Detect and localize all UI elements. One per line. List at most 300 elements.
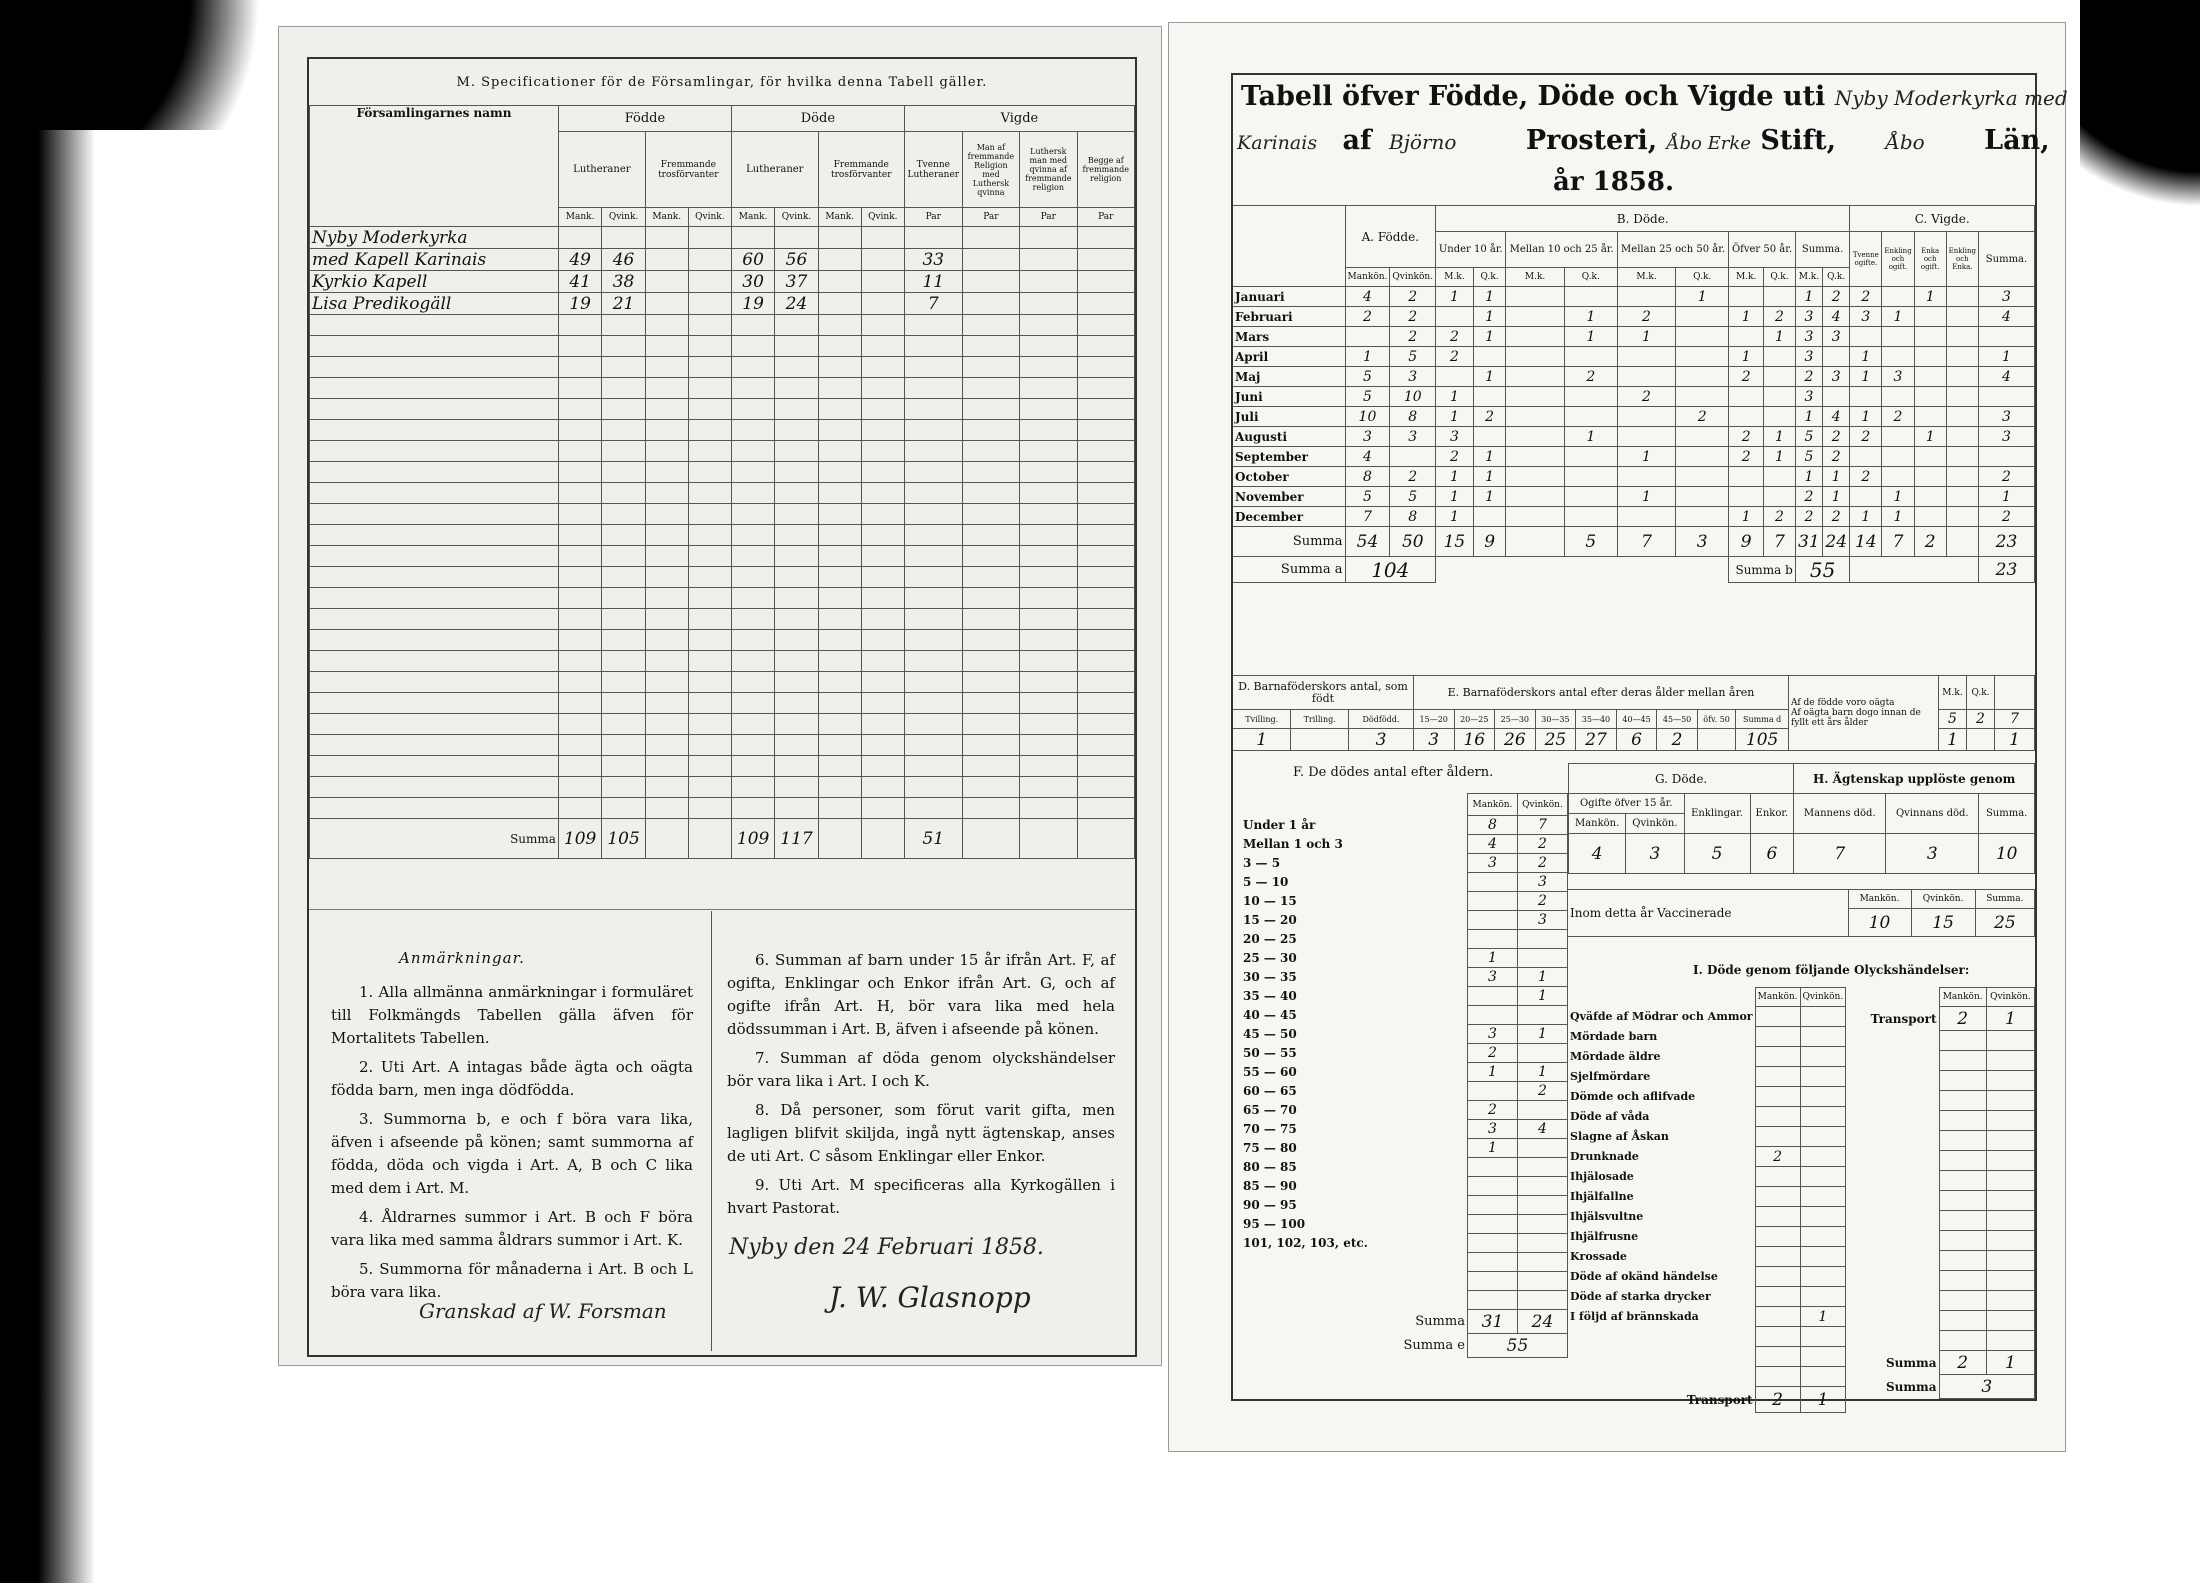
cell: [1946, 527, 1978, 557]
age-label: 30 — 35: [1243, 970, 1297, 984]
cell: 1: [1764, 427, 1796, 447]
cell: [1676, 467, 1729, 487]
b4-mk: M.k.: [1729, 268, 1764, 287]
age-row: [1233, 930, 1568, 949]
cell: [1676, 387, 1729, 407]
cell: 5: [1390, 347, 1436, 367]
cell: 2: [1755, 1387, 1800, 1413]
age-row: [1233, 949, 1568, 968]
cell: 3: [1467, 1120, 1517, 1139]
cell: 2: [1850, 287, 1882, 307]
parish-name: Lisa Predikogäll: [310, 293, 559, 315]
cell: 2: [1517, 835, 1567, 854]
e-col: 30—35: [1535, 710, 1576, 729]
title-prosteri: Prosteri,: [1525, 125, 1658, 156]
month-row: [1233, 347, 2035, 367]
group-fodde: Födde: [558, 106, 731, 132]
cell: [1564, 507, 1617, 527]
cell: [1517, 949, 1567, 968]
cell: 33: [904, 249, 962, 271]
cell: 7: [904, 293, 962, 315]
cell: 27: [1576, 729, 1617, 751]
age-row: [1233, 911, 1568, 930]
cell: 7: [1617, 527, 1675, 557]
month-name: Juli: [1233, 407, 1345, 427]
cell: [1946, 307, 1978, 327]
cell: [1617, 407, 1675, 427]
right-page: [1168, 22, 2066, 1452]
month-name: Januari: [1233, 287, 1345, 307]
cell: 2: [1764, 307, 1796, 327]
cell: 1: [1564, 327, 1617, 347]
cell: [904, 227, 962, 249]
cell: [1506, 387, 1564, 407]
cell: 1: [1764, 327, 1796, 347]
cell: 5: [1390, 487, 1436, 507]
cell: 24: [775, 293, 818, 315]
vacc-mankon: Mankön.: [1848, 890, 1911, 909]
sec-h-title: H. Ägtenskap upplöste genom: [1794, 764, 2035, 794]
cell: [1755, 1247, 1800, 1267]
cell: 1: [1473, 487, 1506, 507]
h-summa: Summa.: [1979, 794, 2035, 834]
notes-divider: [711, 911, 712, 1351]
age-label: 80 — 85: [1243, 1160, 1297, 1174]
cell: 19: [731, 293, 774, 315]
signature-place: Nyby den 24 Februari 1858.: [729, 1235, 1044, 1260]
cell: 1: [1795, 287, 1822, 307]
cell: 4: [1345, 447, 1390, 467]
vigde-begge: Begge af fremmande religion: [1077, 132, 1135, 208]
cell: [1467, 1215, 1517, 1234]
b-group-2: Mellan 10 och 25 år.: [1506, 232, 1617, 268]
age-row: [1233, 892, 1568, 911]
cell: 2: [1617, 387, 1675, 407]
gh-table: [1568, 763, 2035, 874]
cell: [775, 227, 818, 249]
cell: [1467, 930, 1517, 949]
age-row: [1233, 873, 1568, 892]
cell: 3: [1795, 307, 1822, 327]
age-label: 20 — 25: [1243, 932, 1297, 946]
cell: 2: [1467, 1044, 1517, 1063]
cell: 3: [1939, 1375, 2035, 1399]
age-label: 55 — 60: [1243, 1065, 1297, 1079]
cell: 7: [1345, 507, 1390, 527]
i-summa-total-label: Summa: [1885, 1379, 1937, 1394]
c-group-2: Enkling och ogift.: [1882, 232, 1914, 287]
cell: [1506, 447, 1564, 467]
month-name: December: [1233, 507, 1345, 527]
cell: 14: [1850, 527, 1882, 557]
e-col: öfv. 50: [1697, 710, 1735, 729]
title-text-1: Tabell öfver Födde, Döde och Vigde uti: [1241, 81, 1826, 112]
cell: 16: [1454, 729, 1495, 751]
cell: 105: [1736, 729, 1789, 751]
cell: [1850, 387, 1882, 407]
i-summa-total-row: [1800, 1375, 2035, 1399]
age-label: 3 — 5: [1243, 856, 1281, 870]
cell: [1755, 1227, 1800, 1247]
cell: 2: [1467, 1101, 1517, 1120]
cell: [1914, 327, 1946, 347]
table-row: [310, 249, 1135, 271]
cell: 7: [1882, 527, 1914, 557]
cell: [1467, 1234, 1517, 1253]
age-row: [1233, 1177, 1568, 1196]
f-mankon: Mankön.: [1467, 794, 1517, 816]
month-summa-row: [1233, 527, 2035, 557]
age-label: 50 — 55: [1243, 1046, 1297, 1060]
cell: [1764, 487, 1796, 507]
age-label: 101, 102, 103, etc.: [1243, 1236, 1368, 1250]
cell: 1: [1564, 307, 1617, 327]
cell: [1914, 367, 1946, 387]
cell: 2: [1850, 427, 1882, 447]
sec-b-title: B. Döde.: [1436, 206, 1850, 232]
summa-label: Summa: [310, 819, 559, 859]
cell: 54: [1345, 527, 1390, 557]
cell: [1617, 467, 1675, 487]
cell: 1: [1617, 327, 1675, 347]
age-row: [1233, 1082, 1568, 1101]
cell: 51: [904, 819, 962, 859]
summa-b-label: Summa b: [1729, 557, 1796, 583]
cell: 41: [558, 271, 601, 293]
g-enkor: Enkor.: [1750, 794, 1794, 834]
age-row: [1233, 1120, 1568, 1139]
dl-qvink: Qvink.: [775, 208, 818, 227]
cell: 1: [1467, 949, 1517, 968]
cell: [1946, 387, 1978, 407]
accident-label: Dömde och aflifvade: [1570, 1090, 1696, 1103]
sec-i-title: I. Döde genom följande Olyckshändelser:: [1693, 963, 1970, 977]
cell: 1: [1795, 467, 1822, 487]
cell: [1914, 447, 1946, 467]
left-title: M. Specificationer för de Församlingar, för hvilka denna Tabell gäller.: [456, 75, 988, 90]
cell: 2: [1914, 527, 1946, 557]
cell: [1914, 347, 1946, 367]
cell: 1: [1436, 287, 1474, 307]
cell: 1: [1995, 729, 2035, 751]
dode-fremmande: Fremmande trosförvanter: [818, 132, 904, 208]
month-row: [1233, 427, 2035, 447]
cell: [1946, 427, 1978, 447]
cell: 2: [1390, 467, 1436, 487]
cell: [1946, 487, 1978, 507]
cell: 1: [1473, 467, 1506, 487]
sec-d-title: D. Barnaföderskors antal, som födt: [1233, 676, 1413, 710]
cell: 23: [1979, 527, 2035, 557]
month-row: [1233, 507, 2035, 527]
cell: 1: [1979, 347, 2035, 367]
b-group-4: Öfver 50 år.: [1729, 232, 1796, 268]
cell: 2: [1967, 710, 1995, 729]
cell: [1764, 387, 1796, 407]
age-row: [1233, 1196, 1568, 1215]
vigde-tvenne: Tvenne Lutheraner: [904, 132, 962, 208]
cell: 5: [1795, 447, 1822, 467]
title-hw-5: Åbo: [1885, 130, 1925, 154]
sec-f-title: F. De dödes antal efter åldern.: [1293, 765, 1494, 780]
cell: [1946, 507, 1978, 527]
age-row: [1233, 1234, 1568, 1253]
spec-table: [309, 105, 1135, 859]
cell: 4: [1979, 367, 2035, 387]
month-name: Juni: [1233, 387, 1345, 407]
age-row: [1233, 1139, 1568, 1158]
cell: 5: [1345, 487, 1390, 507]
left-frame: [307, 57, 1137, 1357]
cell: [1676, 327, 1729, 347]
cell: 3: [1886, 834, 1979, 874]
f-summa-e-label: Summa e: [1403, 1338, 1465, 1353]
cell: [1517, 1044, 1567, 1063]
cell: 105: [602, 819, 645, 859]
summa-a-label: Summa a: [1233, 557, 1345, 583]
fl-mank: Mank.: [558, 208, 601, 227]
cell: 4: [1569, 834, 1626, 874]
age-row: [1233, 835, 1568, 854]
accident-label: Krossade: [1570, 1250, 1627, 1263]
cell: 2: [1795, 507, 1822, 527]
notes-top-rule: [309, 909, 1135, 910]
cell: 1: [1473, 287, 1506, 307]
cell: 1: [1850, 407, 1882, 427]
cell: [1564, 467, 1617, 487]
age-row: [1233, 1215, 1568, 1234]
cell: 50: [1390, 527, 1436, 557]
month-row: [1233, 327, 2035, 347]
i2-qvinkon: Qvinkön.: [1986, 988, 2034, 1007]
cell: [1564, 387, 1617, 407]
cell: 4: [1823, 307, 1850, 327]
cell: [1617, 427, 1675, 447]
b3-mk: M.k.: [1617, 268, 1675, 287]
cell: 1: [1517, 968, 1567, 987]
cell: [1946, 287, 1978, 307]
g-enklingar: Enklingar.: [1684, 794, 1750, 834]
note-6: 6. Summan af barn under 15 år ifrån Art. F, af ogifta, Enklingar och Enkor ifrån Art. G, och af ogifte ifrån Art. H, bör vara lika med hela dödssumman i Art. B, äfven i afseende på könen.: [727, 951, 1115, 1038]
cell: 55: [1467, 1334, 1567, 1358]
cell: [1564, 287, 1617, 307]
vacc-table: [1568, 889, 2035, 937]
cell: 4: [1467, 835, 1517, 854]
cell: 2: [1823, 507, 1850, 527]
cell: [1882, 427, 1914, 447]
f-summa-e-row: [1233, 1334, 1568, 1358]
cell: [1506, 307, 1564, 327]
age-label: 60 — 65: [1243, 1084, 1297, 1098]
cell: 7: [1995, 710, 2035, 729]
b2-qk: Q.k.: [1564, 268, 1617, 287]
cell: [1564, 347, 1617, 367]
accident-label: Slagne af Åskan: [1570, 1130, 1669, 1143]
cell: 1: [1473, 307, 1506, 327]
parish-name: Nyby Moderkyrka: [310, 227, 559, 249]
e-col: 20—25: [1454, 710, 1495, 729]
summa-row: [310, 819, 1135, 859]
age-label: 75 — 80: [1243, 1141, 1297, 1155]
cell: [1979, 387, 2035, 407]
title-af: af: [1342, 125, 1372, 156]
cell: [1729, 487, 1764, 507]
cell: [1882, 387, 1914, 407]
cell: 1: [1882, 487, 1914, 507]
sec-c-title: C. Vigde.: [1850, 206, 2035, 232]
cell: 1: [1617, 447, 1675, 467]
note-5: 5. Summorna för månaderna i Art. B och L böra vara lika.: [331, 1260, 693, 1301]
accident-label: Mördade barn: [1570, 1030, 1658, 1043]
i-summa-label: Summa: [1885, 1355, 1937, 1370]
cell: 1: [1564, 427, 1617, 447]
age-row: [1233, 1025, 1568, 1044]
age-label: 70 — 75: [1243, 1122, 1297, 1136]
summa-b-value: 55: [1795, 557, 1850, 583]
right-frame: [1231, 73, 2068, 1410]
cell: 1: [1764, 447, 1796, 467]
cell: [1729, 387, 1764, 407]
parish-name: Kyrkio Kapell: [310, 271, 559, 293]
i-mankon: Mankön.: [1755, 988, 1800, 1007]
cell: [1506, 487, 1564, 507]
month-row: [1233, 447, 2035, 467]
b-group-3: Mellan 25 och 50 år.: [1617, 232, 1728, 268]
cell: [1946, 407, 1978, 427]
vacc-qvinkon: Qvinkön.: [1911, 890, 1975, 909]
cell: [1764, 347, 1796, 367]
cell: 1: [1473, 367, 1506, 387]
b5-qk: Q.k.: [1823, 268, 1850, 287]
title-line-2: [1237, 125, 2050, 156]
cell: 2: [1729, 447, 1764, 467]
cell: 31: [1467, 1310, 1517, 1334]
cell: 3: [1626, 834, 1684, 874]
age-label: 25 — 30: [1243, 951, 1297, 965]
cell: 2: [1939, 1351, 1986, 1375]
age-row: [1233, 816, 1568, 835]
age-label: 90 — 95: [1243, 1198, 1297, 1212]
cell: [1729, 467, 1764, 487]
title-stift: Stift,: [1760, 125, 1837, 156]
cell: [1564, 447, 1617, 467]
age-label: 15 — 20: [1243, 913, 1297, 927]
cell: [1517, 1177, 1567, 1196]
i2-mankon: Mankön.: [1939, 988, 1986, 1007]
signature-left: Granskad af W. Forsman: [419, 1299, 667, 1323]
df-mank: Mank.: [818, 208, 861, 227]
cell: 2: [1729, 367, 1764, 387]
f-table: [1233, 793, 1568, 1358]
cell: 1: [1986, 1007, 2034, 1031]
cell: [1676, 447, 1729, 467]
cell: 2: [1764, 507, 1796, 527]
cell: 1: [1467, 1139, 1517, 1158]
cell: [1967, 729, 1995, 751]
accident-label: Ihjälfrusne: [1570, 1230, 1639, 1243]
cell: 2: [1795, 367, 1822, 387]
accident-label: Döde af starka drycker: [1570, 1290, 1711, 1303]
cell: [1506, 527, 1564, 557]
cell: [1506, 367, 1564, 387]
h-mannens: Mannens död.: [1794, 794, 1886, 834]
cell: [1850, 327, 1882, 347]
b-group-1: Under 10 år.: [1436, 232, 1506, 268]
cell: 3: [1517, 911, 1567, 930]
cell: [1755, 1047, 1800, 1067]
cell: [1473, 427, 1506, 447]
cell: [1473, 387, 1506, 407]
cell: 10: [1848, 909, 1911, 937]
table-row: [310, 271, 1135, 293]
cell: 2: [1657, 729, 1698, 751]
note-2: 2. Uti Art. A intagas både ägta och oägta födda barn, men inga dödfödda.: [331, 1058, 693, 1099]
title-lan: Län,: [1984, 125, 2050, 156]
month-name: Maj: [1233, 367, 1345, 387]
cell: [1946, 467, 1978, 487]
group-dode: Döde: [731, 106, 904, 132]
cell: [1755, 1187, 1800, 1207]
cell: 1: [1986, 1351, 2034, 1375]
month-name: Augusti: [1233, 427, 1345, 447]
note-1: 1. Alla allmänna anmärkningar i formuläret till Folkmängds Tabellen gälla äfven för Mortalitets Tabellen.: [331, 983, 693, 1047]
cell: [1506, 467, 1564, 487]
cell: [1755, 1007, 1800, 1027]
cell: [1946, 367, 1978, 387]
cell: 4: [1345, 287, 1390, 307]
cell: [1729, 407, 1764, 427]
cell: 1: [1517, 1025, 1567, 1044]
accident-label: Ihjälsvultne: [1570, 1210, 1644, 1223]
month-name: Mars: [1233, 327, 1345, 347]
cell: [1729, 287, 1764, 307]
cell: 5: [1564, 527, 1617, 557]
h-qvinnans: Qvinnans död.: [1886, 794, 1979, 834]
cell: 3: [1979, 287, 2035, 307]
age-label: 45 — 50: [1243, 1027, 1297, 1041]
cell: 21: [602, 293, 645, 315]
cell: 3: [1823, 367, 1850, 387]
col-name-header: Församlingarnes namn: [310, 106, 559, 227]
cell: 2: [1729, 427, 1764, 447]
cell: [1823, 347, 1850, 367]
cell: 3: [1795, 327, 1822, 347]
cell: 3: [1413, 729, 1454, 751]
table-row: [310, 227, 1135, 249]
cell: [1882, 467, 1914, 487]
scan-shadow-top-right: [2080, 0, 2200, 260]
cell: 109: [558, 819, 601, 859]
cell: 3: [1349, 729, 1414, 751]
v2-par: Par: [962, 208, 1019, 227]
cell: 1: [1517, 987, 1567, 1006]
age-label: Under 1 år: [1243, 818, 1316, 832]
cell: 1: [1800, 1387, 1846, 1413]
v3-par: Par: [1020, 208, 1077, 227]
b4-qk: Q.k.: [1764, 268, 1796, 287]
cell: [1946, 347, 1978, 367]
cell: [1436, 307, 1474, 327]
month-row: [1233, 487, 2035, 507]
cell: 8: [1390, 507, 1436, 527]
b1-mk: M.k.: [1436, 268, 1474, 287]
cell: [731, 227, 774, 249]
d-col: Trilling.: [1291, 710, 1349, 729]
cell: 1: [1979, 487, 2035, 507]
cell: 3: [1390, 427, 1436, 447]
age-label: 65 — 70: [1243, 1103, 1297, 1117]
cell: 3: [1676, 527, 1729, 557]
